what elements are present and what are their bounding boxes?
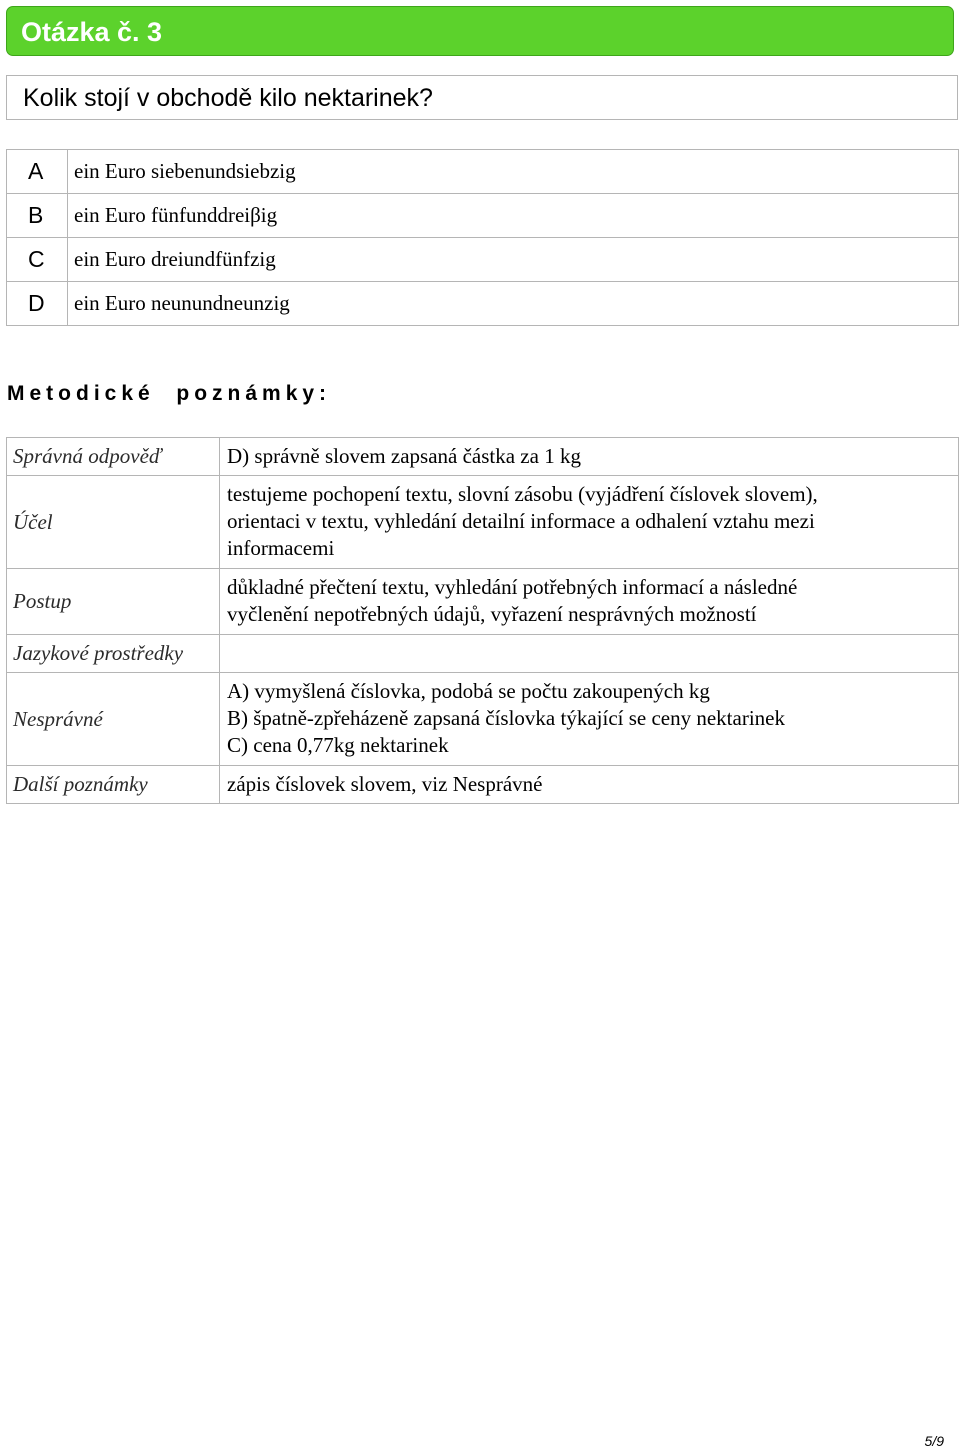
- notes-row-label: Správná odpověď: [7, 438, 220, 476]
- option-letter: D: [7, 282, 68, 326]
- notes-row-value: [220, 569, 959, 635]
- notes-row-label: Další poznámky: [7, 766, 220, 804]
- notes-line: zápis číslovek slovem, viz Nesprávné: [227, 772, 543, 796]
- notes-row-value: [220, 673, 959, 766]
- notes-row-label: Nesprávné: [7, 673, 220, 766]
- notes-row-label: Jazykové prostředky: [7, 635, 220, 673]
- answer-options-table: [6, 149, 959, 326]
- notes-row-incorrect: [7, 673, 959, 766]
- option-letter: B: [7, 194, 68, 238]
- option-letter: A: [7, 150, 68, 194]
- option-text: ein Euro siebenundsiebzig: [68, 150, 959, 194]
- notes-row-purpose: [7, 476, 959, 569]
- notes-line: B) špatně-zpřeházeně zapsaná číslovka týkající se ceny nektarinek: [227, 706, 785, 730]
- question-number-title: Otázka č. 3: [21, 17, 163, 47]
- question-text: Kolik stojí v obchodě kilo nektarinek?: [23, 84, 433, 112]
- notes-line: důkladné přečtení textu, vyhledání potřebných informací a následné: [227, 575, 798, 599]
- methodical-notes-table: [6, 437, 959, 804]
- notes-line: vyčlenění nepotřebných údajů, vyřazení nesprávných možností: [227, 602, 757, 626]
- notes-row-language-means: [7, 635, 959, 673]
- answer-option-b: [7, 194, 959, 238]
- methodical-notes-heading: Metodické poznámky:: [7, 382, 332, 405]
- notes-row-value: [220, 635, 959, 673]
- notes-line: C) cena 0,77kg nektarinek: [227, 733, 449, 757]
- notes-row-other-notes: [7, 766, 959, 804]
- notes-row-label: Účel: [7, 476, 220, 569]
- notes-line: A) vymyšlená číslovka, podobá se počtu zakoupených kg: [227, 679, 710, 703]
- option-text: ein Euro neunundneunzig: [68, 282, 959, 326]
- notes-row-procedure: [7, 569, 959, 635]
- question-box: [6, 75, 958, 120]
- option-text: ein Euro fünfunddreiβig: [68, 194, 959, 238]
- notes-row-value: [220, 766, 959, 804]
- notes-row-value: [220, 438, 959, 476]
- answer-option-a: [7, 150, 959, 194]
- notes-row-value: [220, 476, 959, 569]
- notes-row-label: Postup: [7, 569, 220, 635]
- notes-row-correct-answer: [7, 438, 959, 476]
- option-letter: C: [7, 238, 68, 282]
- answer-option-c: [7, 238, 959, 282]
- answer-option-d: [7, 282, 959, 326]
- option-text: ein Euro dreiundfünfzig: [68, 238, 959, 282]
- notes-line: orientaci v textu, vyhledání detailní informace a odhalení vztahu mezi: [227, 509, 815, 533]
- notes-line: testujeme pochopení textu, slovní zásobu (vyjádření číslovek slovem),: [227, 482, 818, 506]
- page-number: 5/9: [924, 1433, 944, 1449]
- notes-line: informacemi: [227, 536, 335, 560]
- question-number-banner: [6, 6, 954, 56]
- notes-line: D) správně slovem zapsaná částka za 1 kg: [227, 444, 581, 468]
